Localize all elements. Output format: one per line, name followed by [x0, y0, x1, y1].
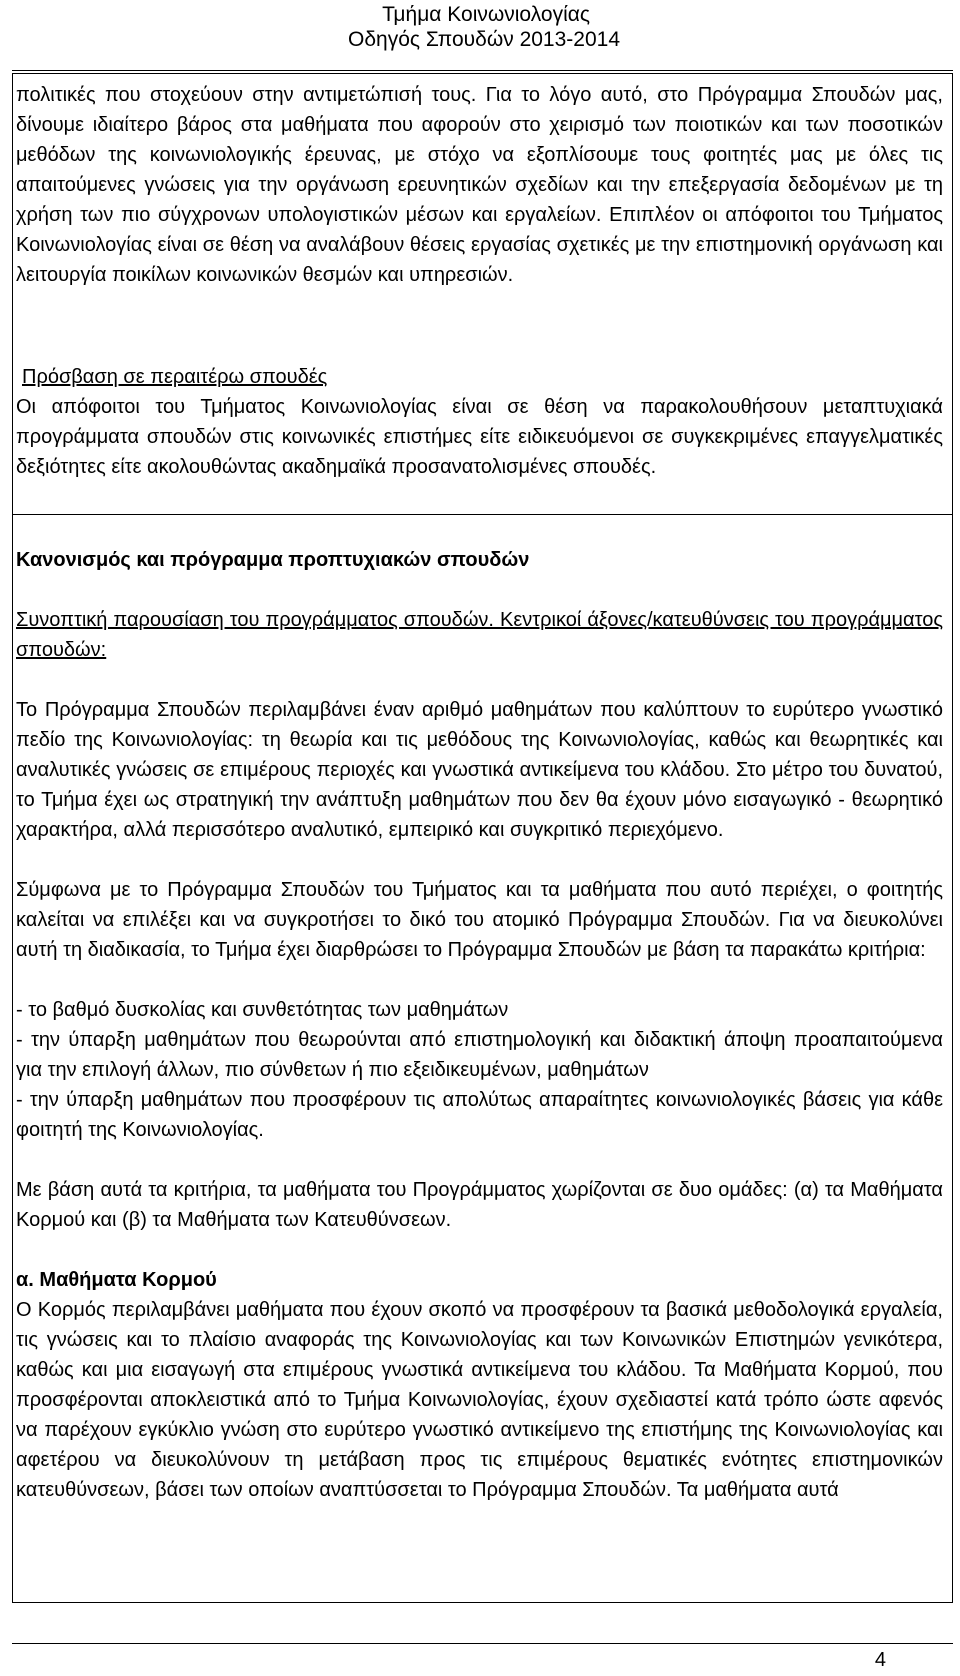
header-rule	[12, 70, 953, 71]
further-studies-paragraph: Οι απόφοιτοι του Τμήματος Κοινωνιολογίας είναι σε θέση να παρακολουθήσουν μεταπτυχιακά προγράμματα σπουδών στις κοινωνικές επιστήμες είτε ειδικευόμενοι σε συγκεκριμένες επαγγελματικές δεξιότητες είτε ακολουθώντας ακαδημαϊκά προσανατολισμένες σπουδές.	[16, 396, 943, 478]
regulation-paragraph-1: Το Πρόγραμμα Σπουδών περιλαμβάνει έναν αριθμό μαθημάτων που καλύπτουν το ευρύτερο γνωστικό πεδίο της Κοινωνιολογίας: τη θεωρία και τις μεθόδους της Κοινωνιολογίας, καθώς και θεωρητικές και αναλυτικές γνώσεις σε επιμέρους περιοχές και γνωστικά αντικείμενα του κλάδου. Στο μέτρο του δυνατού, το Τμήμα έχει ως στρατηγική την ανάπτυξη μαθημάτων που δεν θα έχουν μόνο εισαγωγικό - θεωρητικό χαρακτήρα, αλλά περισσότερο αναλυτικό, εμπειρικό και συγκριτικό περιεχόμενο.	[16, 699, 943, 841]
regulation-section	[16, 545, 943, 1505]
header-guide-title: Οδηγός Σπουδών 2013-2014	[347, 28, 620, 51]
frame-divider	[12, 514, 953, 515]
regulation-paragraph-3: Με βάση αυτά τα κριτήρια, τα μαθήματα του Προγράμματος χωρίζονται σε δυο ομάδες: (α) τα Μαθήματα Κορμού και (β) τα Μαθήματα των Κατευθύνσεων.	[16, 1179, 943, 1231]
criteria-item: - το βαθμό δυσκολίας και συνθετότητας των μαθημάτων	[16, 999, 509, 1021]
regulation-paragraph-2: Σύμφωνα με το Πρόγραμμα Σπουδών του Τμήματος και τα μαθήματα που αυτό περιέχει, ο φοιτητής καλείται να επιλέξει και να συγκροτήσει το δικό του ατομικό Πρόγραμμα Σπουδών. Για να διευκολύνει αυτή τη διαδικασία, το Τμήμα έχει διαρθρώσει το Πρόγραμμα Σπουδών με βάση τα παρακάτω κριτήρια:	[16, 879, 943, 961]
criteria-item: - την ύπαρξη μαθημάτων που προσφέρουν τις απολύτως απαραίτητες κοινωνιολογικές βάσεις για κάθε φοιτητή της Κοινωνιολογίας.	[16, 1089, 943, 1141]
footer-rule	[12, 1643, 953, 1644]
core-paragraph: Ο Κορμός περιλαμβάνει μαθήματα που έχουν σκοπό να προσφέρουν τα βασικά μεθοδολογικά εργαλεία, τις γνώσεις και το πλαίσιο αναφοράς της Κοινωνιολογίας και των Κοινωνικών Επιστημών γενικότερα, καθώς και μια εισαγωγή στα επιμέρους γνωστικά αντικείμενα του κλάδου. Τα Μαθήματα Κορμού, που προσφέρονται αποκλειστικά από το Τμήμα Κοινωνιολογίας, έχουν σχεδιαστεί κατά τρόπο ώστε αφενός να παρέχουν εγκύκλιο γνώση στο ευρύτερο γνωστικό αντικείμενο της επιστήμης της Κοινωνιολογίας και αφετέρου να διευκολύνουν τη μετάβαση προς τις επιμέρους θεματικές ενότητες επιστημονικών κατευθύνσεων, βάσει των οποίων αναπτύσσεται το Πρόγραμμα Σπουδών. Τα μαθήματα αυτά	[16, 1299, 943, 1501]
regulation-heading: Κανονισμός και πρόγραμμα προπτυχιακών σπουδών	[16, 549, 530, 571]
header-department: Τμήμα Κοινωνιολογίας	[382, 3, 590, 26]
page-number: 4	[874, 1649, 886, 1671]
criteria-list	[16, 995, 943, 1145]
regulation-subheading: Συνοπτική παρουσίαση του προγράμματος σπουδών. Κεντρικοί άξονες/κατευθύνσεις του προγράμματος σπουδών:	[16, 609, 943, 661]
further-studies-section	[16, 362, 943, 482]
further-studies-heading: Πρόσβαση σε περαιτέρω σπουδές	[22, 366, 328, 388]
intro-section	[16, 80, 943, 290]
criteria-item: - την ύπαρξη μαθημάτων που θεωρούνται από επιστημολογική και διδακτική άποψη προαπαιτούμενα για την επιλογή άλλων, πιο σύνθετων ή πιο εξειδικευμένων, μαθημάτων	[16, 1029, 943, 1081]
intro-paragraph: πολιτικές που στοχεύουν στην αντιμετώπισή τους. Για το λόγο αυτό, στο Πρόγραμμα Σπουδών μας, δίνουμε ιδιαίτερο βάρος στα μαθήματα που αφορούν στο χειρισμό των ποιοτικών και των ποσοτικών μεθόδων της κοινωνιολογικής έρευνας, με στόχο να εξοπλίσουμε τους φοιτητές μας με όλες τις απαιτούμενες γνώσεις για την οργάνωση ερευνητικών σχεδίων και την επεξεργασία δεδομένων με τη χρήση των πιο σύγχρονων υπολογιστικών μέσων και εργαλείων. Επιπλέον οι απόφοιτοι του Τμήματος Κοινωνιολογίας είναι σε θέση να αναλάβουν θέσεις εργασίας σχετικές με την επιστημονική οργάνωση και λειτουργία ποικίλων κοινωνικών θεσμών και υπηρεσιών.	[16, 84, 943, 286]
core-heading: α. Μαθήματα Κορμού	[16, 1269, 217, 1291]
